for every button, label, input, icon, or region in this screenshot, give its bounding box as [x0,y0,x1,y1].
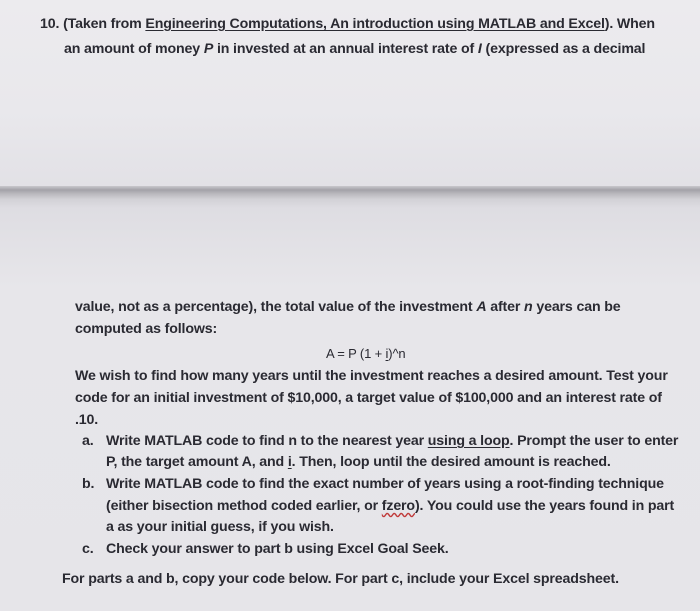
part-b-line-1 [82,475,664,493]
continued-line-2: computed as follows: [75,321,218,337]
part-a-marker: a. [82,433,94,449]
variable-a: A [476,299,487,315]
part-a-line-2 [106,453,611,471]
text-segment: an amount of money [64,41,204,57]
text-segment: ). You could use the years found in part [414,498,675,514]
paragraph-line-2: code for an initial investment of $10,000, a target value of $100,000 and an interest rate of [75,390,662,406]
part-b-marker: b. [82,476,95,492]
variable-p: P [203,41,214,57]
part-c-line-1 [82,540,449,558]
intro-open: (Taken from [63,16,146,32]
formula-part: )^n [388,346,406,361]
part-c-marker: c. [82,541,94,557]
text-segment: (either bisection method coded earlier, or [106,498,382,514]
problem-line-1 [40,15,655,33]
footer-instructions: For parts a and b, copy your code below. For part c, include your Excel spreadsheet. [62,571,619,587]
text-segment: years can be [532,299,621,315]
variable-n: n [524,299,533,315]
text-segment: Write MATLAB code to find the exact number of years using a root-finding technique [106,476,664,492]
text-segment: (expressed as a decimal [481,41,646,57]
formula-part: A = P (1 + [326,346,386,361]
paragraph-line-1: We wish to find how many years until the investment reaches a desired amount. Test your [75,368,668,384]
part-a-line-1 [82,432,678,450]
text-segment: after [486,299,525,315]
using-a-loop-emphasis: using a loop [427,433,510,449]
text-segment: . Then, loop until the desired amount is reached. [291,454,611,470]
page-divider [0,186,700,208]
variable-i-underlined: i [287,454,292,470]
text-segment: Check your answer to part b using Excel Goal Seek. [106,541,449,557]
variable-i: I [477,41,482,57]
problem-line-2 [64,40,645,58]
fzero-function: fzero [381,498,415,514]
paragraph-line-3: .10. [75,412,99,428]
text-segment: . Prompt the user to enter [509,433,679,449]
part-b-line-3: a as your initial guess, if you wish. [106,519,334,535]
intro-close: ). When [604,16,655,32]
problem-number: 10. [40,16,60,32]
text-segment: in invested at an annual interest rate of [213,41,478,57]
compound-interest-formula [326,345,406,363]
text-segment: value, not as a percentage), the total value of the investment [75,299,477,315]
part-b-line-2 [106,497,674,515]
continued-line-1 [75,298,621,316]
text-segment: P, the target amount A, and [106,454,288,470]
text-segment: Write MATLAB code to find n to the nearest year [106,433,428,449]
book-title: Engineering Computations, An introduction using MATLAB and Excel [145,16,605,32]
formula-variable-i: i [385,346,389,361]
